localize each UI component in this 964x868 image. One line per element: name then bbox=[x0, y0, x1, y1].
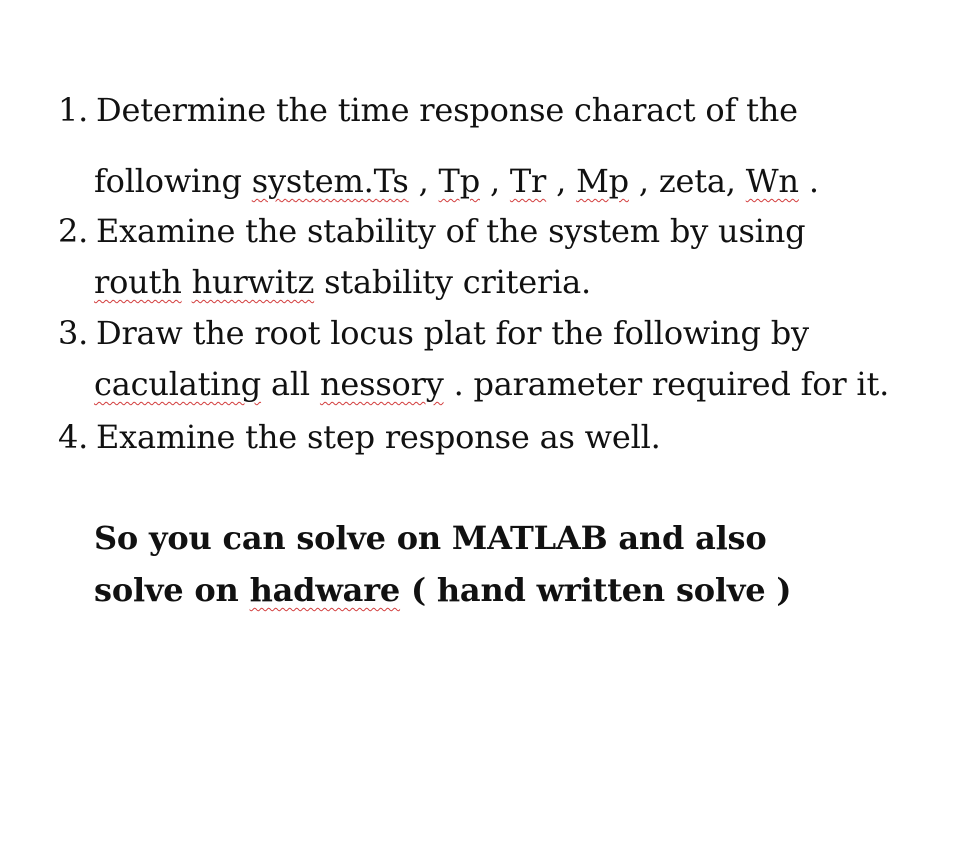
note-text-cont: solve on bbox=[94, 571, 250, 609]
misspelled-word: routh bbox=[94, 263, 182, 301]
item-3-text-cont: all bbox=[261, 365, 320, 403]
item-4-number: 4. bbox=[58, 418, 89, 456]
misspelled-word: Tp bbox=[438, 162, 480, 200]
item-2-text: Examine the stability of the system by using bbox=[96, 212, 806, 250]
item-1-text-cont: following bbox=[94, 162, 252, 200]
note-line-1 bbox=[94, 518, 767, 558]
item-3-number: 3. bbox=[58, 314, 89, 352]
item-2-line-1 bbox=[58, 211, 805, 251]
misspelled-word: system.Ts bbox=[251, 162, 409, 200]
item-3-text: Draw the root locus plat for the following by bbox=[96, 314, 809, 352]
item-3-line-2 bbox=[94, 364, 889, 404]
item-1-text-cont: , bbox=[546, 162, 577, 200]
item-1-text-cont: , zeta, bbox=[628, 162, 746, 200]
misspelled-word: hadware bbox=[249, 571, 401, 609]
item-3-text-cont: . parameter required for it. bbox=[443, 365, 890, 403]
misspelled-word: nessory bbox=[319, 365, 444, 403]
item-2-text-cont: stability criteria. bbox=[314, 263, 591, 301]
item-1-text-cont: , bbox=[479, 162, 510, 200]
item-1-line-2 bbox=[94, 161, 819, 201]
note-text-cont: ( hand written solve ) bbox=[400, 571, 792, 609]
item-1-text-cont: . bbox=[798, 162, 819, 200]
misspelled-word: hurwitz bbox=[191, 263, 315, 301]
misspelled-word: caculating bbox=[94, 365, 262, 403]
item-4-text: Examine the step response as well. bbox=[96, 418, 661, 456]
note-text: So you can solve on MATLAB and also bbox=[94, 519, 767, 557]
item-1-number: 1. bbox=[58, 91, 89, 129]
note-line-2 bbox=[94, 570, 791, 610]
item-1-line-1 bbox=[58, 90, 798, 130]
item-2-number: 2. bbox=[58, 212, 89, 250]
item-1-text: Determine the time response charact of the bbox=[96, 91, 798, 129]
item-2-line-2 bbox=[94, 262, 591, 302]
item-1-text-cont: , bbox=[408, 162, 439, 200]
item-4-line-1 bbox=[58, 417, 661, 457]
item-2-text-cont bbox=[182, 263, 192, 301]
item-3-line-1 bbox=[58, 313, 809, 353]
misspelled-word: Wn bbox=[745, 162, 799, 200]
misspelled-word: Mp bbox=[576, 162, 629, 200]
misspelled-word: Tr bbox=[509, 162, 547, 200]
